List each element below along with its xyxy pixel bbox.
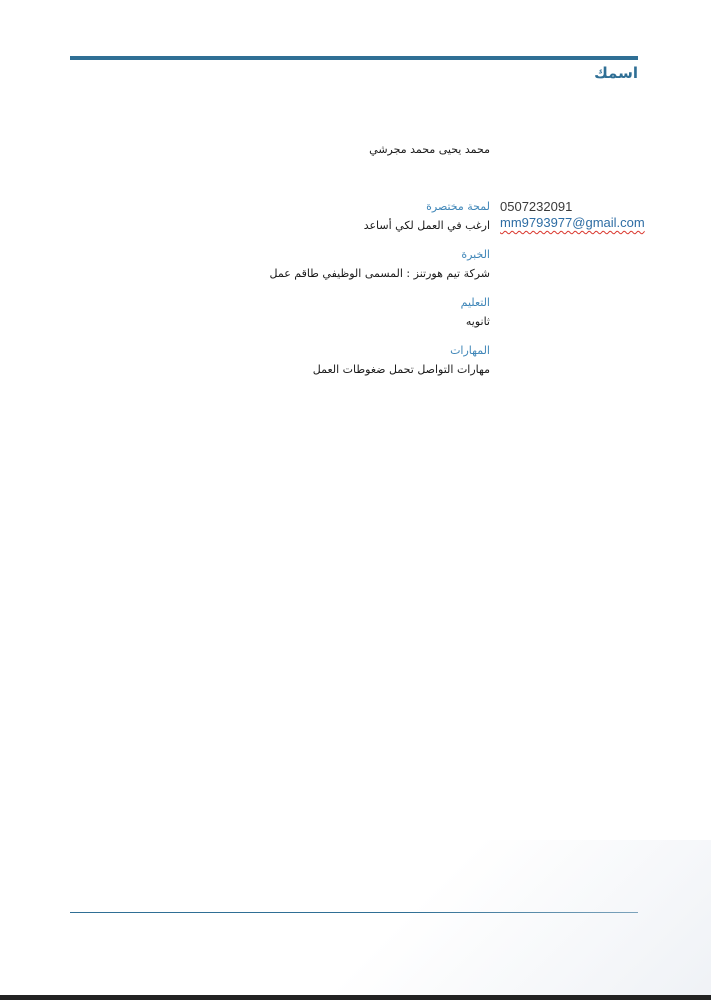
phone-number: 0507232091 bbox=[500, 199, 573, 214]
resume-title: اسمك bbox=[594, 64, 638, 82]
experience-heading: الخبرة bbox=[461, 248, 490, 261]
skills-text: مهارات التواصل تحمل ضغوطات العمل bbox=[312, 363, 490, 376]
email-link[interactable]: mm9793977@gmail.com bbox=[500, 215, 645, 230]
experience-text: شركة تيم هورتنز : المسمى الوظيفي طاقم عمل bbox=[269, 267, 490, 280]
summary-text: ارغب في العمل لكي أساعد bbox=[363, 219, 490, 232]
skills-heading: المهارات bbox=[450, 344, 490, 357]
window-bottom-edge bbox=[0, 995, 711, 1000]
page-shadow bbox=[0, 840, 711, 1000]
footer-divider bbox=[70, 912, 638, 913]
education-heading: التعليم bbox=[460, 296, 490, 309]
header-divider bbox=[70, 56, 638, 60]
full-name: محمد يحيى محمد مجرشي bbox=[369, 143, 490, 156]
education-text: ثانويه bbox=[465, 315, 490, 328]
summary-heading: لمحة مختصرة bbox=[426, 200, 490, 213]
